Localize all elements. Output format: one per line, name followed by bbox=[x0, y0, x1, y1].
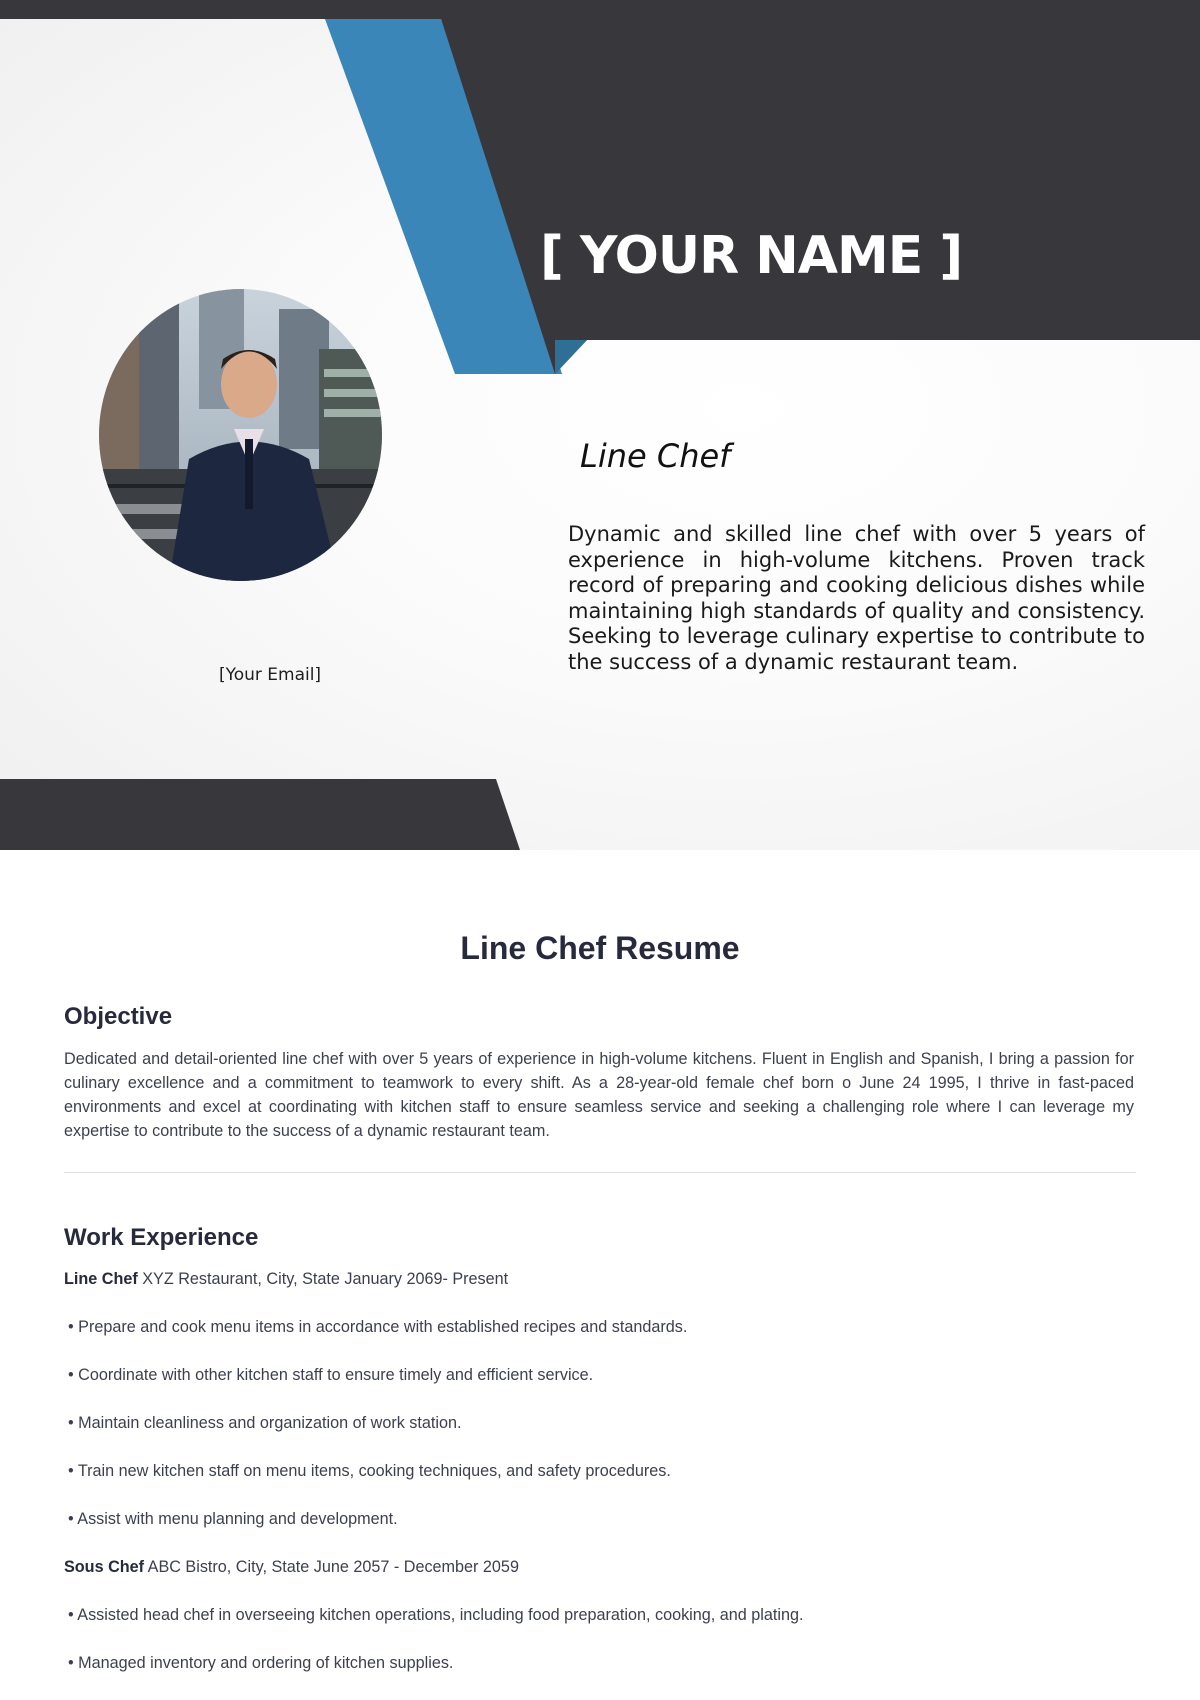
job-bullet: • Coordinate with other kitchen staff to ensure timely and efficient service. bbox=[68, 1366, 594, 1384]
contact-email: [Your Email] bbox=[218, 665, 322, 685]
job-role: Sous Chef bbox=[64, 1558, 145, 1576]
job-details: XYZ Restaurant, City, State January 2069- Present bbox=[137, 1270, 509, 1288]
work-experience-heading: Work Experience bbox=[64, 1224, 259, 1251]
job-role: Line Chef bbox=[64, 1270, 138, 1288]
objective-heading: Objective bbox=[64, 1003, 173, 1030]
job-bullet: • Managed inventory and ordering of kitchen supplies. bbox=[68, 1654, 454, 1672]
job-entry-line-chef bbox=[64, 1270, 508, 1289]
dark-header-block bbox=[435, 0, 1200, 374]
job-bullet: • Maintain cleanliness and organization of work station. bbox=[68, 1414, 462, 1432]
job-bullet: • Prepare and cook menu items in accordance with established recipes and standards. bbox=[68, 1318, 688, 1336]
job-bullet: • Train new kitchen staff on menu items, cooking techniques, and safety procedures. bbox=[68, 1462, 671, 1480]
objective-text: Dedicated and detail-oriented line chef with over 5 years of experience in high-volume kitchens. Fluent in English and Spanish, I bring a passion for culinary excellence and a commitment to teamwork to every shift. As a 28-year-old female chef born o June 24 1995, I thrive in fast-paced environments and excel at coordinating with kitchen staff to ensure seamless service and seeking a challenging role where I can leverage my expertise to contribute to the success of a dynamic restaurant team. bbox=[64, 1050, 1134, 1140]
job-bullet: • Assist with menu planning and development. bbox=[68, 1510, 398, 1528]
resume-title: Line Chef Resume bbox=[460, 930, 740, 966]
candidate-name: [ YOUR NAME ] bbox=[540, 226, 963, 286]
top-dark-strip bbox=[0, 0, 450, 19]
blue-fold-shadow bbox=[555, 340, 587, 374]
section-divider bbox=[64, 1172, 1136, 1173]
profile-photo bbox=[99, 289, 382, 581]
job-entry-sous-chef bbox=[64, 1558, 519, 1577]
job-title: Line Chef bbox=[580, 437, 731, 475]
job-details: ABC Bistro, City, State June 2057 - December 2059 bbox=[144, 1558, 519, 1576]
job-bullet: • Assisted head chef in overseeing kitchen operations, including food preparation, cooking, and plating. bbox=[68, 1606, 804, 1624]
bottom-dark-bar bbox=[0, 779, 520, 850]
profile-summary: Dynamic and skilled line chef with over 5 years of experience in high-volume kitchens. Proven track record of preparing and cooking delicious dishes while maintaining high standards of quality and consistency. Seeking to leverage culinary expertise to contribute to the success of a dynamic restaurant team. bbox=[568, 522, 1145, 674]
